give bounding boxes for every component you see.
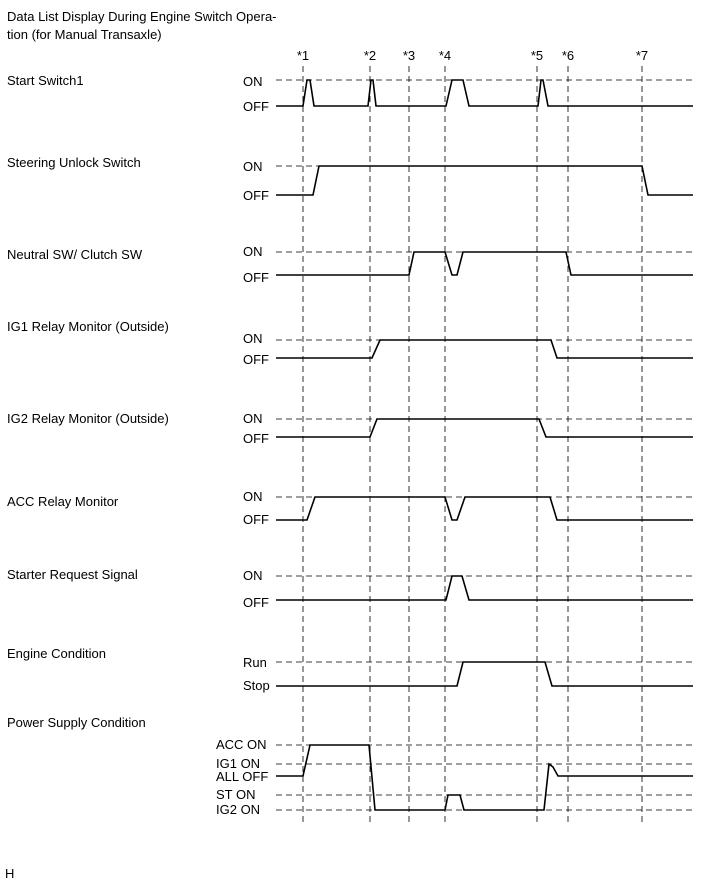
marker-5: *5 xyxy=(530,48,544,63)
level-label-on: ON xyxy=(243,489,263,504)
waveform xyxy=(276,497,693,520)
level-label-acc-on: ACC ON xyxy=(216,737,267,752)
level-label-on: ON xyxy=(243,568,263,583)
signal-ig2-relay-monitor xyxy=(7,411,693,446)
marker-1: *1 xyxy=(296,48,310,63)
level-label-off: OFF xyxy=(243,99,269,114)
signal-starter-request xyxy=(7,567,693,610)
time-markers xyxy=(297,48,648,63)
level-label-stop: Stop xyxy=(243,678,270,693)
signal-label: Engine Condition xyxy=(7,646,107,661)
marker-4: *4 xyxy=(438,48,452,63)
signal-engine-condition xyxy=(7,646,693,693)
waveform xyxy=(276,662,693,686)
waveform xyxy=(276,419,693,437)
marker-guides xyxy=(303,66,642,822)
marker-6: *6 xyxy=(561,48,575,63)
level-label-off: OFF xyxy=(243,512,269,527)
waveform xyxy=(276,252,693,275)
signal-label: Start Switch1 xyxy=(7,73,84,88)
level-label-on: ON xyxy=(243,411,263,426)
signal-power-supply-condition xyxy=(7,715,693,817)
level-label-off: OFF xyxy=(243,188,269,203)
signal-steering-unlock-switch xyxy=(7,155,693,203)
signal-start-switch1 xyxy=(7,73,693,114)
level-label-st-on: ST ON xyxy=(216,787,256,802)
level-label-on: ON xyxy=(243,331,263,346)
level-label-ig2-on: IG2 ON xyxy=(216,802,261,817)
marker-3: *3 xyxy=(402,48,416,63)
waveform xyxy=(276,576,693,600)
marker-7: *7 xyxy=(635,48,649,63)
signal-label: Power Supply Condition xyxy=(7,715,146,730)
signal-label: Steering Unlock Switch xyxy=(7,155,141,170)
diagram-title-line1: Data List Display During Engine Switch Opera- xyxy=(7,9,277,24)
marker-2: *2 xyxy=(363,48,377,63)
level-label-off: OFF xyxy=(243,270,269,285)
signal-label: ACC Relay Monitor xyxy=(7,494,119,509)
level-label-on: ON xyxy=(243,159,263,174)
level-label-all-off: ALL OFF xyxy=(216,769,269,784)
level-label-on: ON xyxy=(243,244,263,259)
level-label-off: OFF xyxy=(243,431,269,446)
signal-label: IG1 Relay Monitor (Outside) xyxy=(7,319,169,334)
signal-neutral-clutch-sw xyxy=(7,244,693,285)
signal-label: Neutral SW/ Clutch SW xyxy=(7,247,143,262)
level-label-ig1-on: IG1 ON xyxy=(216,756,261,771)
waveform xyxy=(276,745,693,810)
figure-code: H xyxy=(5,866,15,881)
diagram-title-line2: tion (for Manual Transaxle) xyxy=(7,27,162,42)
signal-label: Starter Request Signal xyxy=(7,567,138,582)
signal-label: IG2 Relay Monitor (Outside) xyxy=(7,411,169,426)
level-label-run: Run xyxy=(243,655,267,670)
waveform xyxy=(276,80,693,106)
signal-ig1-relay-monitor xyxy=(7,319,693,367)
waveform xyxy=(276,166,693,195)
waveform xyxy=(276,340,693,358)
level-label-off: OFF xyxy=(243,352,269,367)
level-label-on: ON xyxy=(243,74,263,89)
signal-acc-relay-monitor xyxy=(7,489,693,527)
level-label-off: OFF xyxy=(243,595,269,610)
